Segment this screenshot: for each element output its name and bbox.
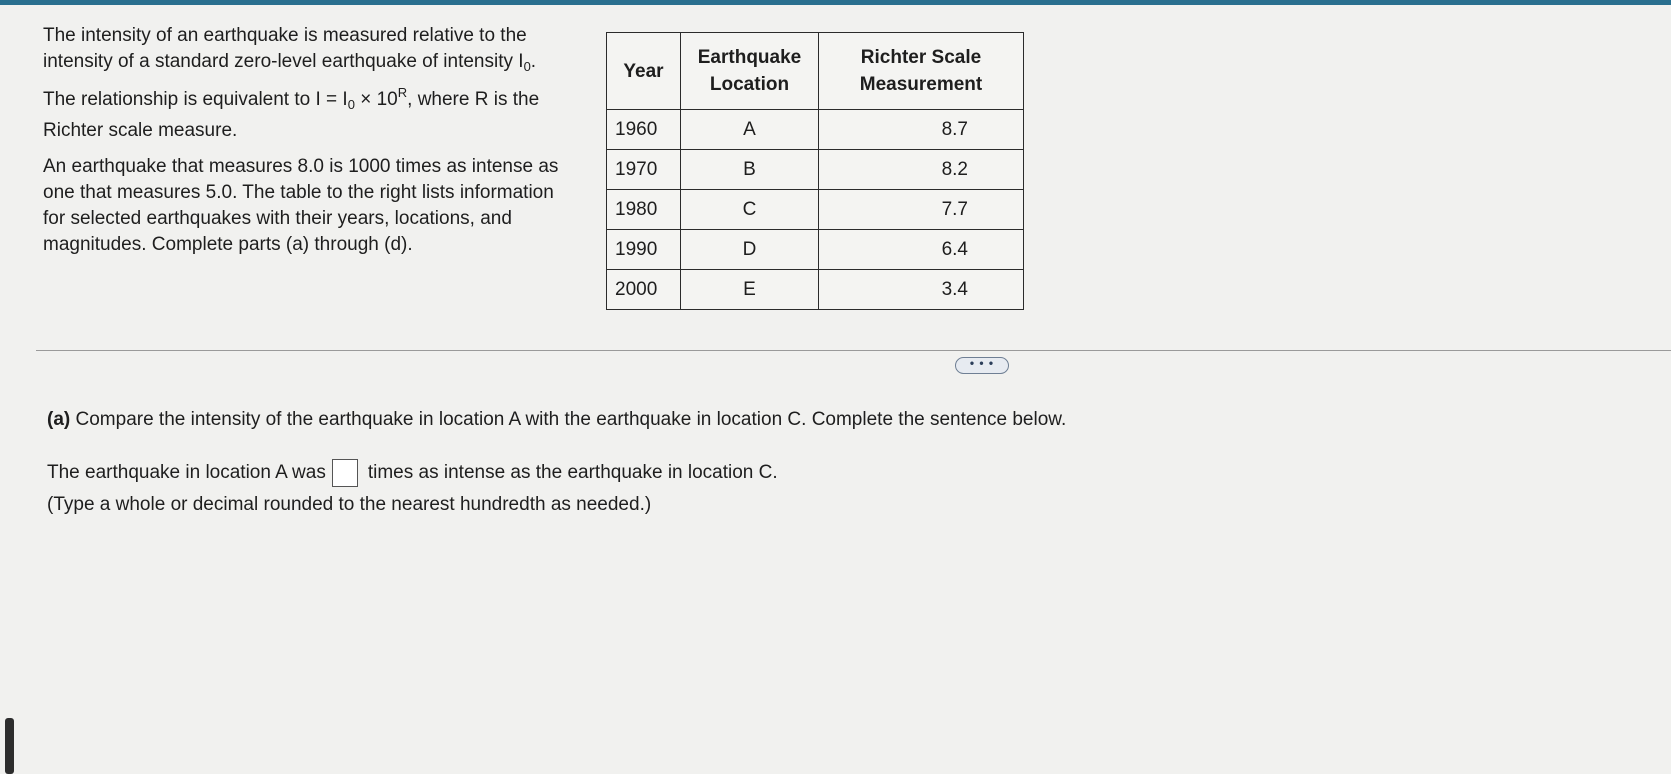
problem-intro [43, 23, 573, 268]
cell-location: E [681, 270, 819, 310]
part-a-answer-sentence [47, 459, 778, 487]
cell-location: B [681, 150, 819, 190]
table-header-row [607, 33, 1024, 110]
table-row [607, 230, 1024, 270]
cell-richter: 3.4 [819, 270, 1024, 310]
expand-more-button[interactable]: • • • [955, 357, 1009, 374]
scrollbar-handle[interactable] [5, 718, 14, 774]
cell-year: 2000 [607, 270, 681, 310]
table-row [607, 110, 1024, 150]
answer-prefix: The earthquake in location A was [47, 462, 326, 483]
cell-richter: 6.4 [819, 230, 1024, 270]
section-divider [36, 350, 1671, 351]
cell-location: C [681, 190, 819, 230]
cell-location: D [681, 230, 819, 270]
earthquake-table [606, 32, 1024, 310]
cell-year: 1970 [607, 150, 681, 190]
table-row [607, 270, 1024, 310]
part-a-label: (a) [47, 409, 71, 430]
answer-input[interactable] [332, 459, 358, 487]
cell-richter: 8.7 [819, 110, 1024, 150]
header-richter: Richter Scale Measurement [819, 33, 1024, 110]
intro-paragraph-2: An earthquake that measures 8.0 is 1000 times as intense as one that measures 5.0. The table to the right lists information for selected earthquakes with their years, locations, and magnitudes. Complete parts (a) through (d). [43, 156, 559, 255]
header-year: Year [607, 33, 681, 110]
table-row [607, 190, 1024, 230]
cell-richter: 7.7 [819, 190, 1024, 230]
cell-year: 1990 [607, 230, 681, 270]
part-a-question-text: Compare the intensity of the earthquake in location A with the earthquake in location C. Complete the sentence below. [70, 409, 1067, 430]
table-row [607, 150, 1024, 190]
header-location: Earthquake Location [681, 33, 819, 110]
cell-year: 1960 [607, 110, 681, 150]
cell-year: 1980 [607, 190, 681, 230]
part-a-question [47, 409, 1066, 431]
answer-suffix: times as intense as the earthquake in location C. [367, 462, 778, 483]
cell-location: A [681, 110, 819, 150]
intro-paragraph-1: The intensity of an earthquake is measured relative to the intensity of a standard zero-level earthquake of intensity $I_0$. The relationship is equivalent to $I = I_0 \times 10^R$, where R is the Richter scale measure. [43, 25, 540, 141]
answer-hint: (Type a whole or decimal rounded to the nearest hundredth as needed.) [47, 494, 652, 515]
question-page [0, 5, 1671, 774]
cell-richter: 8.2 [819, 150, 1024, 190]
